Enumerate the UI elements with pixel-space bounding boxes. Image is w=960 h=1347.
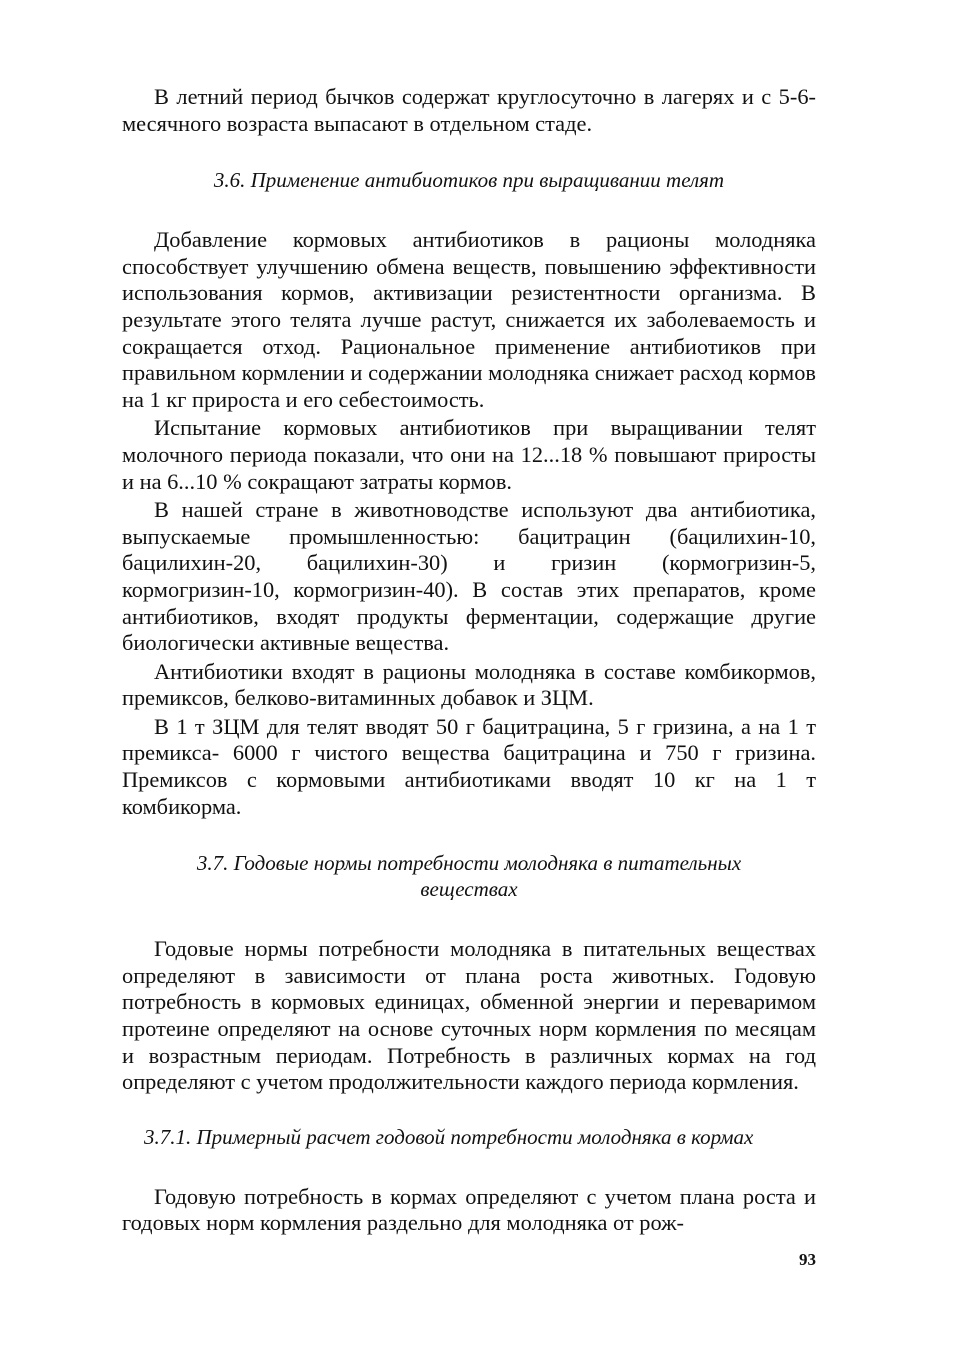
section-3-6-paragraph-5: В 1 т ЗЦМ для телят вводят 50 г бацитрацина, 5 г гризина, а на 1 т премикса- 6000 г чистого вещества бацитрацина и 750 г гризина. Премиксов с кормовыми антибиотиками вводят 10 кг на 1 т комбикорма. [122, 713, 816, 819]
section-3-6-paragraph-4: Антибиотики входят в рационы молодняка в составе комбикормов, премиксов, белково-витаминных добавок и ЗЦМ. [122, 658, 816, 711]
page-number: 93 [799, 1250, 816, 1269]
section-3-7-1-paragraph-1: Годовую потребность в кормах определяют с учетом плана роста и годовых норм кормления раздельно для молодняка от рож- [122, 1183, 816, 1236]
section-3-6-paragraph-1: Добавление кормовых антибиотиков в рационы молодняка способствует улучшению обмена веществ, повышению эффективности использования кормов, активизации резистентности организма. В результате этого телята лучше растут, снижается их заболеваемость и сокращается отход. Рациональное применение антибиотиков при правильном кормлении и содержании молодняка снижает расход кормов на 1 кг прироста и его себестоимость. [122, 227, 816, 412]
section-3-7-heading: 3.7. Годовые нормы потребности молодняка в питательных веществах [196, 851, 742, 902]
section-3-7-paragraph-1: Годовые нормы потребности молодняка в питательных веществах определяют в зависимости от плана роста животных. Годовую потребность в кормовых единицах, обменной энергии и переваримом протеине определяют на основе суточных норм кормления по месяцам и возрастным периодам. Потребность в различных кормах на год определяют с учетом продолжительности каждого периода кормления. [122, 936, 816, 1095]
section-3-7-1-heading: 3.7.1. Примерный расчет годовой потребности молодняка в кормах [144, 1124, 754, 1149]
page-body [122, 84, 816, 1237]
intro-paragraph: В летний период бычков содержат круглосуточно в лагерях и с 5-6-месячного возраста выпасают в отдельном стаде. [122, 84, 816, 136]
section-3-6-heading: 3.6. Применение антибиотиков при выращивании телят [213, 168, 725, 193]
section-3-6-paragraph-2: Испытание кормовых антибиотиков при выращивании телят молочного периода показали, что они на 12...18 % повышают приросты и на 6...10 % сокращают затраты кормов. [122, 415, 816, 494]
section-3-6-paragraph-3: В нашей стране в животноводстве используют два антибиотика, выпускаемые промышленностью: бацитрацин (бацилихин-10, бацилихин-20, бацилихин-30) и гризин (кормогризин-5, кормогризин-10, кормогризин-40). В состав этих препаратов, кроме антибиотиков, входят продукты ферментации, содержащие другие биологически активные вещества. [122, 497, 816, 656]
